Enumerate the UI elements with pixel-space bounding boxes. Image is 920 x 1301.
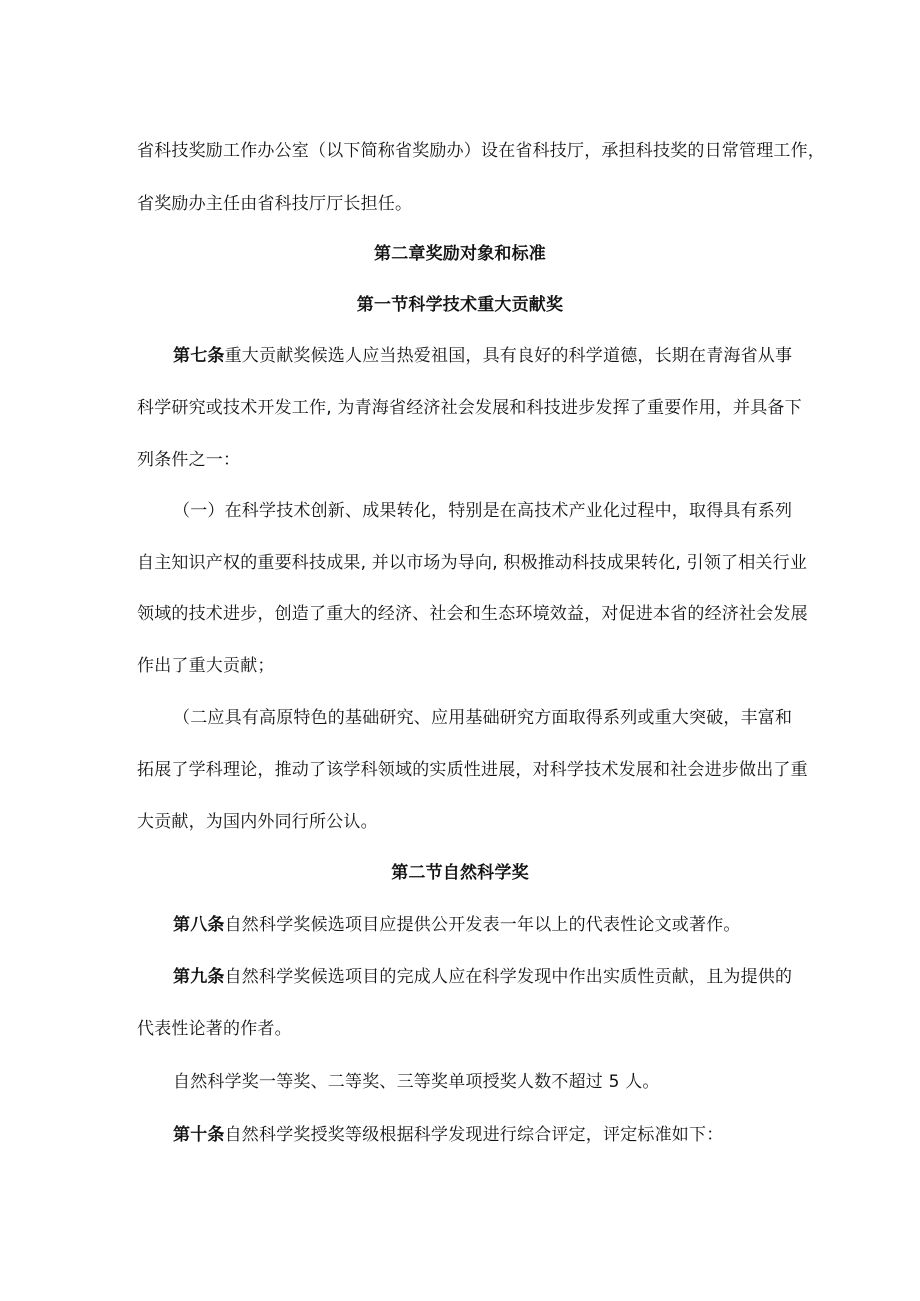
para1-line2: 省奖励办主任由省科技厅厅长担任。: [137, 194, 413, 214]
article10-text: 自然科学奖授奖等级根据科学发现进行综合评定，评定标准如下：: [224, 1125, 724, 1145]
item1-line2: 自主知识产权的重要科技成果, 并以市场为导向, 积极推动科技成果转化, 引领了相关行业: [137, 553, 808, 573]
section2-title: 第二节自然科学奖: [391, 863, 529, 883]
item2-line2: 拓展了学科理论，推动了该学科领域的实质性进展，对科学技术发展和社会进步做出了重: [137, 760, 808, 780]
article8-label: 第八条: [173, 915, 225, 935]
article8-text: 自然科学奖候选项目应提供公开发表一年以上的代表性论文或著作。: [224, 915, 741, 935]
item2-line1: （二应具有高原特色的基础研究、应用基础研究方面取得系列或重大突破，丰富和: [173, 708, 793, 728]
article7-text: 重大贡献奖候选人应当热爱祖国，具有良好的科学道德，长期在青海省从事: [224, 346, 793, 366]
article7-line2: 科学研究或技术开发工作, 为青海省经济社会发展和科技进步发挥了重要作用，并具备下: [137, 398, 802, 418]
chapter2-title: 第二章奖励对象和标准: [374, 244, 546, 264]
article9-label: 第九条: [173, 967, 225, 987]
item2-line3: 大贡献，为国内外同行所公认。: [137, 812, 378, 832]
natural-award-limit: 自然科学奖一等奖、二等奖、三等奖单项授奖人数不超过 5 人。: [173, 1072, 660, 1092]
article10-line1: [173, 1123, 723, 1147]
para1-line1: 省科技奖励工作办公室（以下简称省奖励办）设在省科技厅，承担科技奖的日常管理工作，: [137, 141, 825, 161]
item1-line4: 作出了重大贡献；: [137, 656, 275, 676]
article7-line3: 列条件之一：: [137, 450, 241, 470]
section1-title: 第一节科学技术重大贡献奖: [356, 295, 564, 315]
item1-line1: （一）在科学技术创新、成果转化，特别是在高技术产业化过程中，取得具有系列: [173, 501, 793, 521]
article9-line2: 代表性论著的作者。: [137, 1019, 292, 1039]
article10-label: 第十条: [173, 1125, 225, 1145]
item1-line3: 领域的技术进步，创造了重大的经济、社会和生态环境效益，对促进本省的经济社会发展: [137, 604, 808, 624]
article7-label: 第七条: [173, 346, 225, 366]
article9-text: 自然科学奖候选项目的完成人应在科学发现中作出实质性贡献，且为提供的: [224, 967, 793, 987]
article8-line1: [173, 913, 741, 937]
article9-line1: [173, 965, 792, 989]
article7-line1: [173, 344, 792, 368]
